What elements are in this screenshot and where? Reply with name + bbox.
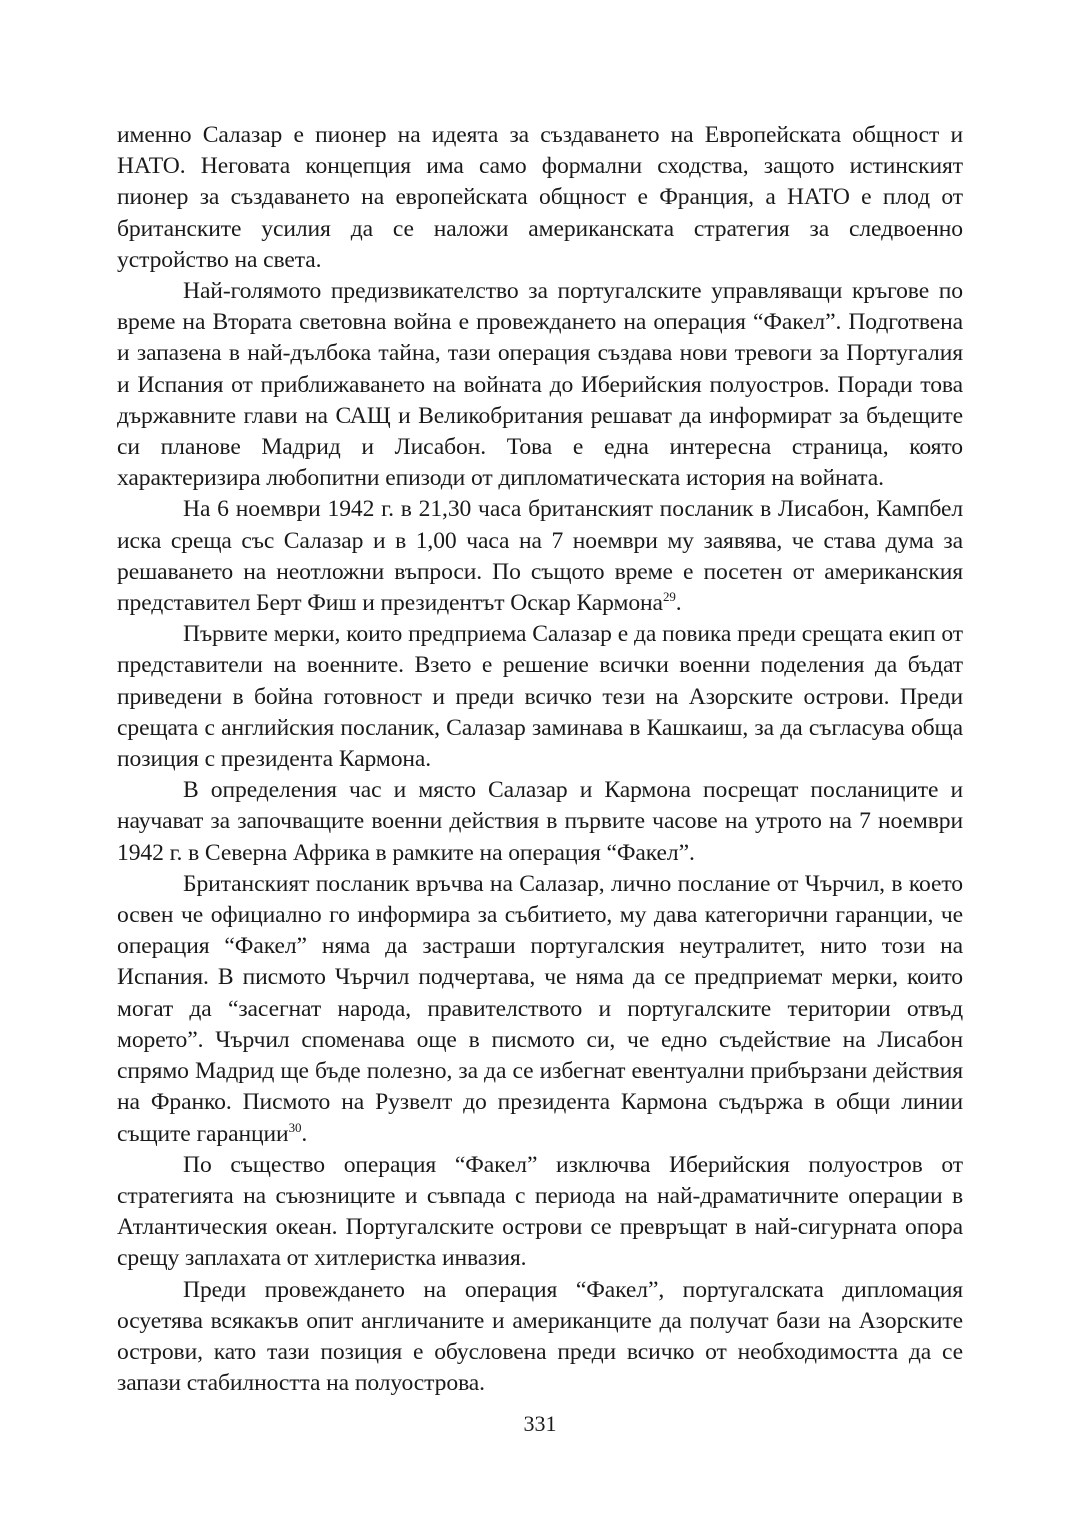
paragraph-8-text: Преди провеждането на операция “Факел”, португалската дипломация осуетява всякакъв опит англичаните и американците да получат бази на Азорските острови, като тази позиция е обусловена преди всичко от необходимостта да се запази стабилността на полуострова. [117,1276,963,1397]
paragraph-6 [117,869,963,1150]
paragraph-8 [117,1275,963,1400]
paragraph-6-text: Британският посланик връчва на Салазар, лично послание от Чърчил, в което освен че официално го информира за събитието, му дава категорични гаранции, че операция “Факел” няма да застраши португалския неутралитет, нито този на Испания. В писмото Чърчил подчертава, че няма да се предприемат мерки, които могат да “засегнат народа, правителството и португалските територии отвъд морето”. Чърчил споменава още в писмото си, че едно съдействие на Лисабон спрямо Мадрид ще бъде полезно, за да се избегнат евентуални прибързани действия на Франко. Писмото на Рузвелт до президента Кармона съдържа в общи линии същите гаранции [117,870,963,1147]
paragraph-6-end: . [301,1120,308,1147]
paragraph-1 [117,120,963,276]
paragraph-3 [117,494,963,619]
paragraph-7 [117,1150,963,1275]
paragraph-3-text: На 6 ноември 1942 г. в 21,30 часа британският посланик в Лисабон, Кампбел иска среща със Салазар и в 1,00 часа на 7 ноември му заявява, че става дума за решаването на неотложни въпроси. По същото време е посетен от американския представител Берт Фиш и президентът Оскар Кармона [117,496,963,617]
paragraph-2-text: Най-голямото предизвикателство за португалските управляващи кръгове по време на Втората световна война е провеждането на операция “Факел”. Подготвена и запазена в най-дълбока тайна, тази операция създава нови тревоги за Португалия и Испания от приближаването на войната до Иберийския полуостров. Поради това държавните глави на САЩ и Великобритания решават да информират за бъдещите си планове Мадрид и Лисабон. Това е една интересна страница, която характеризира любопитни епизоди от дипломатическата история на войната. [117,278,963,492]
paragraph-4 [117,619,963,775]
footnote-marker-29: 29 [662,589,676,605]
paragraph-2 [117,276,963,494]
paragraph-3-end: . [675,590,682,617]
paragraph-4-text: Първите мерки, които предприема Салазар е да повика преди срещата екип от представители на военните. Взето е решение всички военни поделения да бъдат приведени в бойна готовност и преди всичко тези на Азорските острови. Преди срещата с английския посланик, Салазар заминава в Кашкаиш, за да съгласува обща позиция с президента Кармона. [117,621,963,773]
paragraph-5 [117,775,963,869]
footnote-marker-30: 30 [288,1119,302,1135]
paragraph-1-text: именно Салазар е пионер на идеята за създаването на Европейската общност и НАТО. Неговата концепция има само формални сходства, защото истинският пионер за създаването на европейската общност е Франция, а НАТО е плод от британските усилия да се наложи американската стратегия за следвоенно устройство на света. [117,122,963,273]
paragraph-7-text: По същество операция “Факел” изключва Иберийския полуостров от стратегията на съюзниците и съвпада с периода на най-драматичните операции в Атлантическия океан. Португалските острови се превръщат в най-сигурната опора срещу заплахата от хитлеристка инвазия. [117,1151,963,1272]
page-body [117,120,963,1399]
paragraph-5-text: В определения час и място Салазар и Кармона посрещат посланиците и научават за започващите военни действия в първите часове на утрото на 7 ноември 1942 г. в Северна Африка в рамките на операция “Факел”. [117,777,963,866]
page-number: 331 [523,1411,557,1436]
